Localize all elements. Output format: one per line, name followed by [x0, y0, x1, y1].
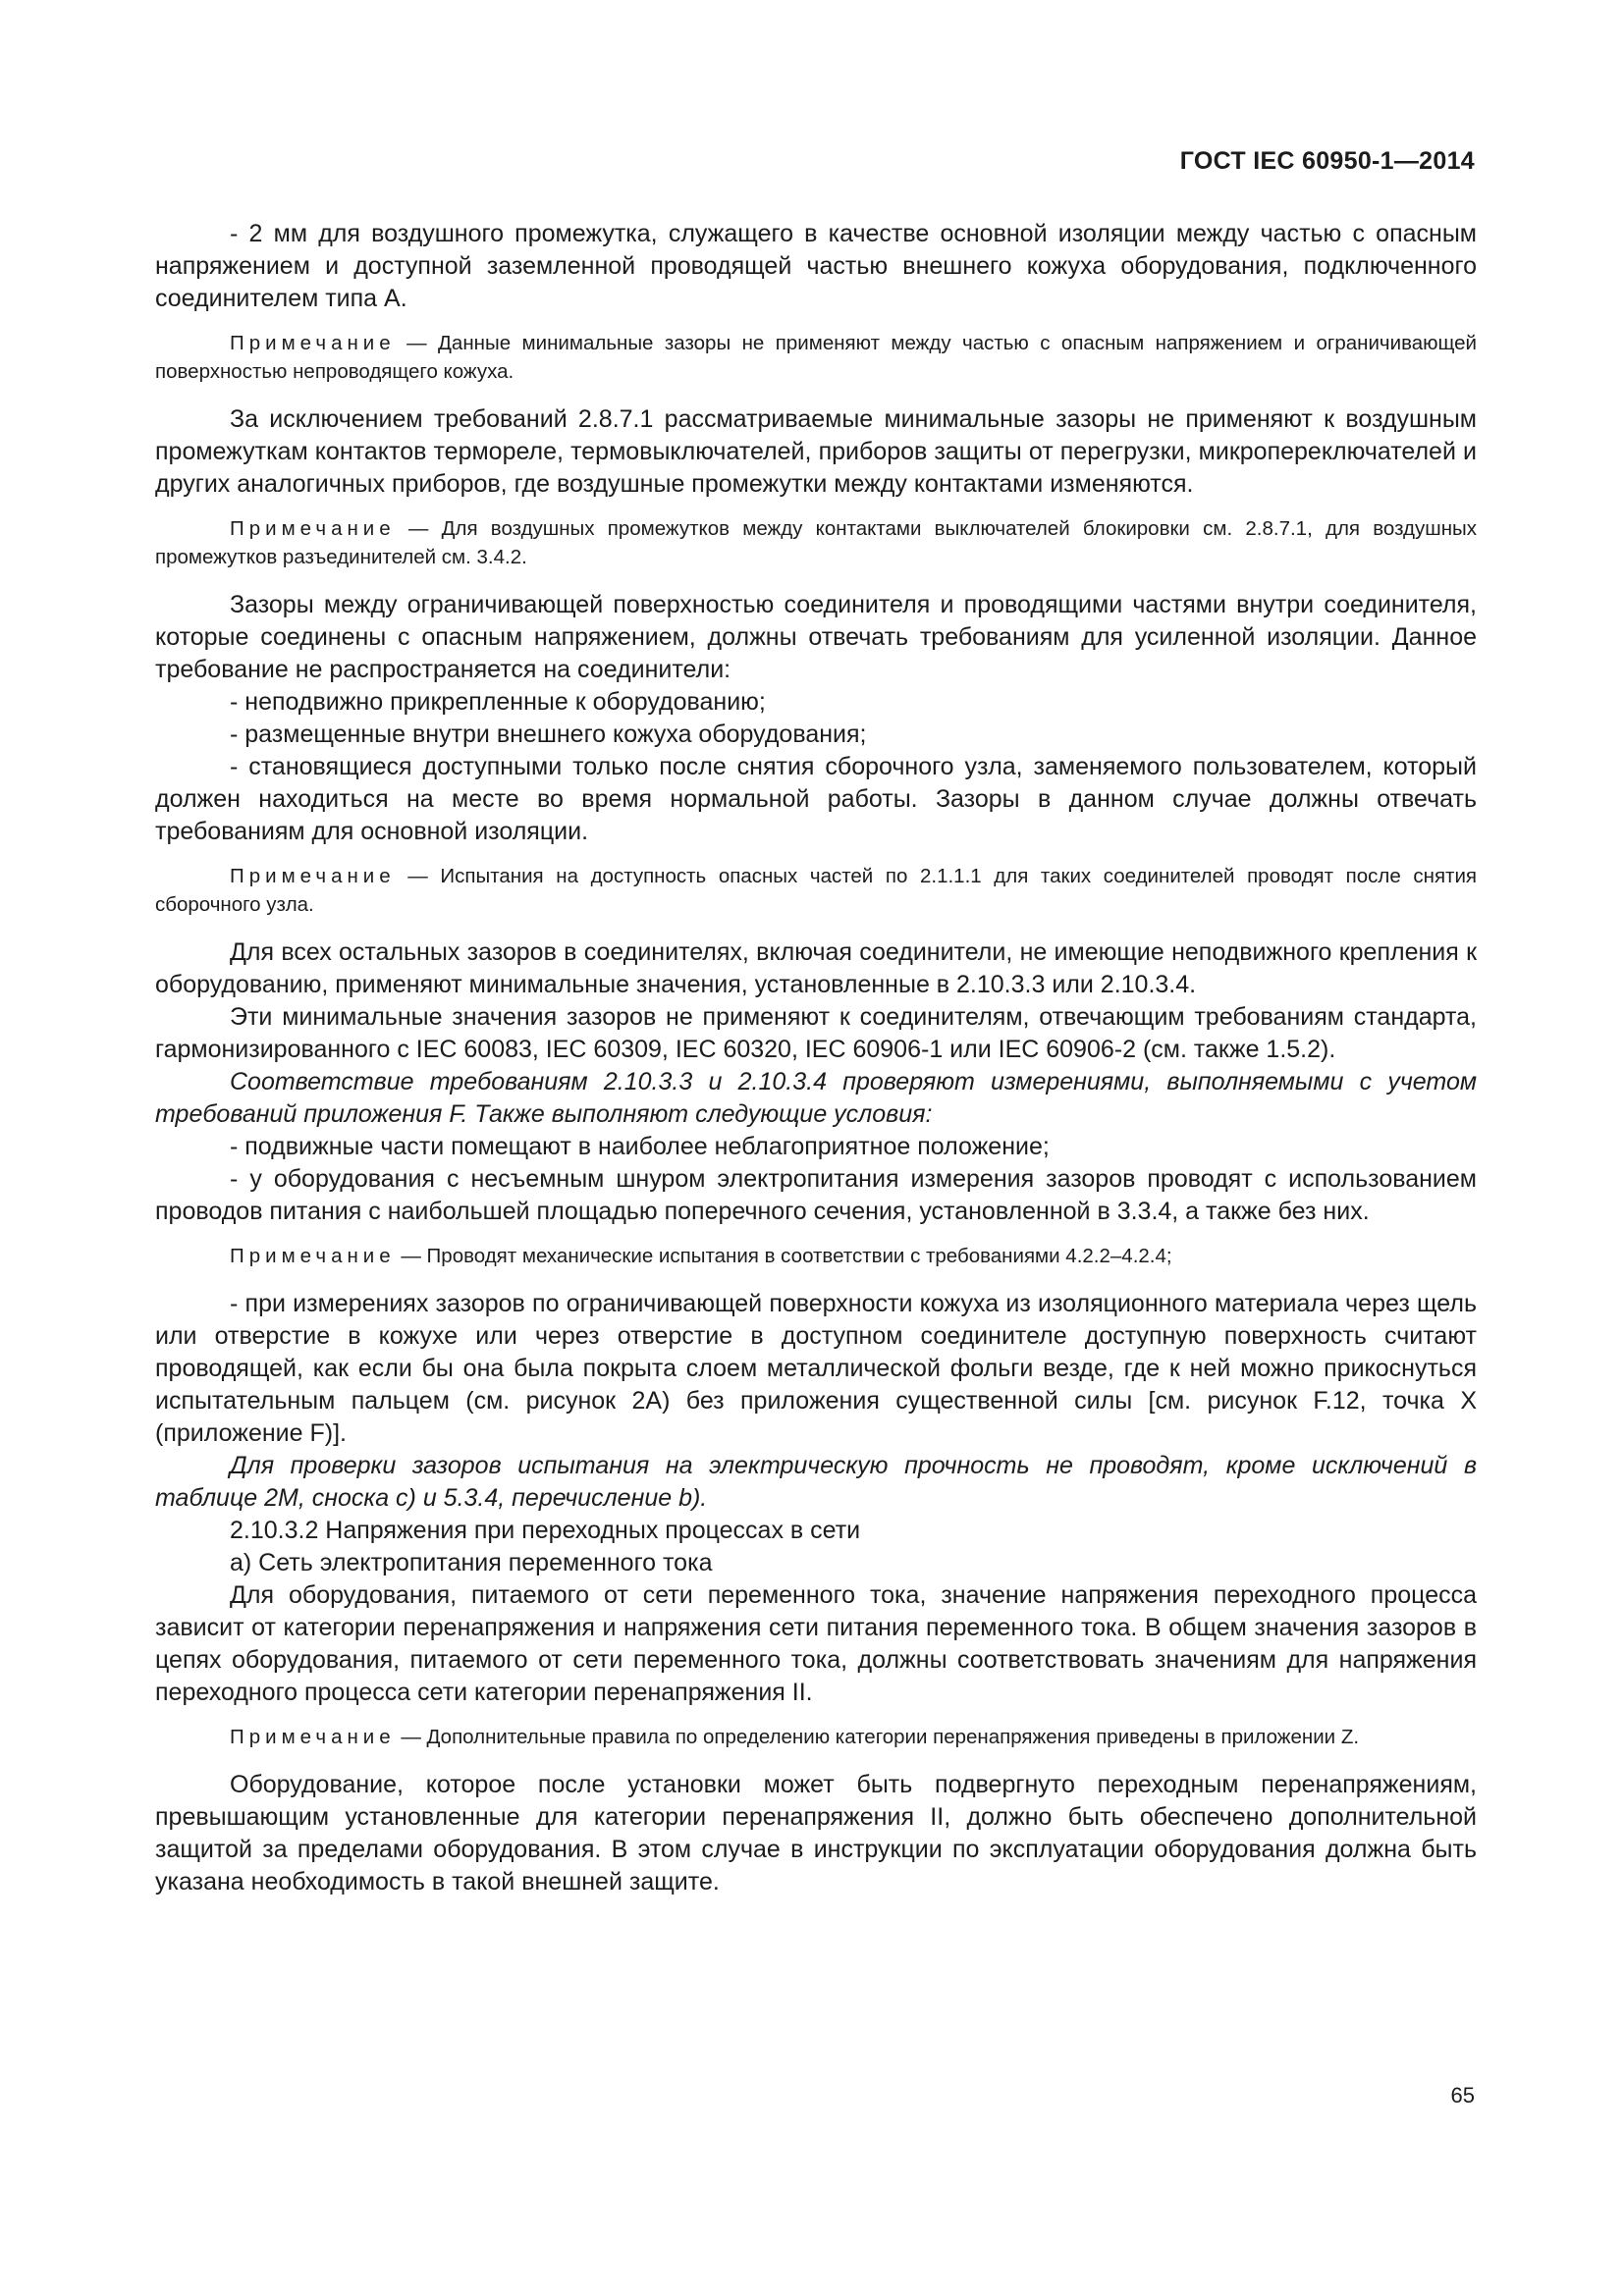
- note-3: [155, 862, 1477, 919]
- note-4: [155, 1242, 1477, 1270]
- note-2: [155, 514, 1477, 571]
- note-label: Примечание: [230, 1726, 396, 1748]
- list-item: - при измерениях зазоров по ограничивающей поверхности кожуха из изоляционного материала через щель или отверстие в кожухе или через отверстие в доступном соединителе доступную поверхность считают проводящей, как если бы она была покрыта слоем металлической фольги везде, где к ней можно прикоснуться испытательным пальцем (см. рисунок 2A) без приложения существенной силы [см. рисунок F.12, точка X (приложение F)].: [155, 1290, 1477, 1447]
- note-text: — Данные минимальные зазоры не применяют между частью с опасным напряжением и ограничивающей поверхностью непроводящего кожуха.: [155, 332, 1477, 383]
- note-text: — Дополнительные правила по определению категории перенапряжения приведены в приложении Z.: [401, 1726, 1360, 1748]
- page-number: 65: [1450, 2083, 1475, 2108]
- list-item: - подвижные части помещают в наиболее неблагоприятное положение;: [230, 1133, 1050, 1160]
- paragraph-electric-strength: Для проверки зазоров испытания на электрическую прочность не проводят, кроме исключений в таблице 2M, сноска с) и 5.3.4, перечисление b).: [155, 1452, 1477, 1512]
- paragraph-connector-clearances: Зазоры между ограничивающей поверхностью соединителя и проводящими частями внутри соединителя, которые соединены с опасным напряжением, должны отвечать требованиям для усиленной изоляции. Данное требование не распространяется на соединители:: [155, 591, 1477, 683]
- list-item: - становящиеся доступными только после снятия сборочного узла, заменяемого пользователем, который должен находиться на месте во время нормальной работы. Зазоры в данном случае должны отвечать требованиям для основной изоляции.: [155, 753, 1477, 845]
- note-text: — Проводят механические испытания в соответствии с требованиями 4.2.2–4.2.4;: [401, 1245, 1172, 1267]
- note-text: — Испытания на доступность опасных частей по 2.1.1.1 для таких соединителей проводят после снятия сборочного узла.: [155, 865, 1478, 916]
- list-item: - неподвижно прикрепленные к оборудованию;: [230, 688, 766, 716]
- paragraph-compliance: Соответствие требованиям 2.10.3.3 и 2.10.3.4 проверяют измерениями, выполняемыми с учетом требований приложения F. Также выполняют следующие условия:: [155, 1068, 1477, 1128]
- note-label: Примечание: [230, 517, 396, 540]
- list-item: - у оборудования с несъемным шнуром электропитания измерения зазоров проводят с использованием проводов питания с наибольшей площадью поперечного сечения, установленной в 3.3.4, а также без них.: [155, 1165, 1477, 1225]
- section-heading-2-10-3-2: 2.10.3.2 Напряжения при переходных процессах в сети: [230, 1517, 861, 1544]
- page-body: [155, 218, 1477, 1898]
- note-text: — Для воздушных промежутков между контактами выключателей блокировки см. 2.8.7.1, для воздушных промежутков разъединителей см. 3.4.2.: [155, 517, 1477, 568]
- note-label: Примечание: [230, 1245, 396, 1267]
- note-1: [155, 329, 1477, 386]
- paragraph-external-protection: Оборудование, которое после установки может быть подвергнуто переходным перенапряжениям, превышающим установленные для категории перенапряжения II, должно быть обеспечено дополнительной защитой за пределами оборудования. В этом случае в инструкции по эксплуатации оборудования должна быть указана необходимость в такой внешней защите.: [155, 1771, 1477, 1896]
- paragraph-other-clearances: Для всех остальных зазоров в соединителях, включая соединители, не имеющие неподвижного крепления к оборудованию, применяют минимальные значения, установленные в 2.10.3.3 или 2.10.3.4.: [155, 938, 1477, 998]
- note-label: Примечание: [230, 865, 396, 887]
- paragraph-clearance-2mm: - 2 мм для воздушного промежутка, служащего в качестве основной изоляции между частью с опасным напряжением и доступной заземленной проводящей частью внешнего кожуха оборудования, подключенного соединителем типа А.: [155, 220, 1477, 312]
- paragraph-standards: Эти минимальные значения зазоров не применяют к соединителям, отвечающим требованиям стандарта, гармонизированного с IEC 60083, IEC 60309, IEC 60320, IEC 60906-1 или IEC 60906-2 (см. также 1.5.2).: [155, 1003, 1477, 1063]
- page-header-standard: ГОСТ IEC 60950-1—2014: [1179, 147, 1475, 175]
- note-5: [155, 1723, 1477, 1751]
- list-item: - размещенные внутри внешнего кожуха оборудования;: [230, 721, 867, 748]
- note-label: Примечание: [230, 332, 396, 354]
- paragraph-exceptions-2871: За исключением требований 2.8.7.1 рассматриваемые минимальные зазоры не применяют к воздушным промежуткам контактов термореле, термовыключателей, приборов защиты от перегрузки, микропереключателей и других аналогичных приборов, где воздушные промежутки между контактами изменяются.: [155, 405, 1477, 498]
- subsection-heading-a: а) Сеть электропитания переменного тока: [230, 1549, 713, 1576]
- paragraph-ac-mains: Для оборудования, питаемого от сети переменного тока, значение напряжения переходного процесса зависит от категории перенапряжения и напряжения сети питания переменного тока. В общем значения зазоров в цепях оборудования, питаемого от сети переменного тока, должны соответствовать значениям для напряжения переходного процесса сети категории перенапряжения II.: [155, 1581, 1477, 1706]
